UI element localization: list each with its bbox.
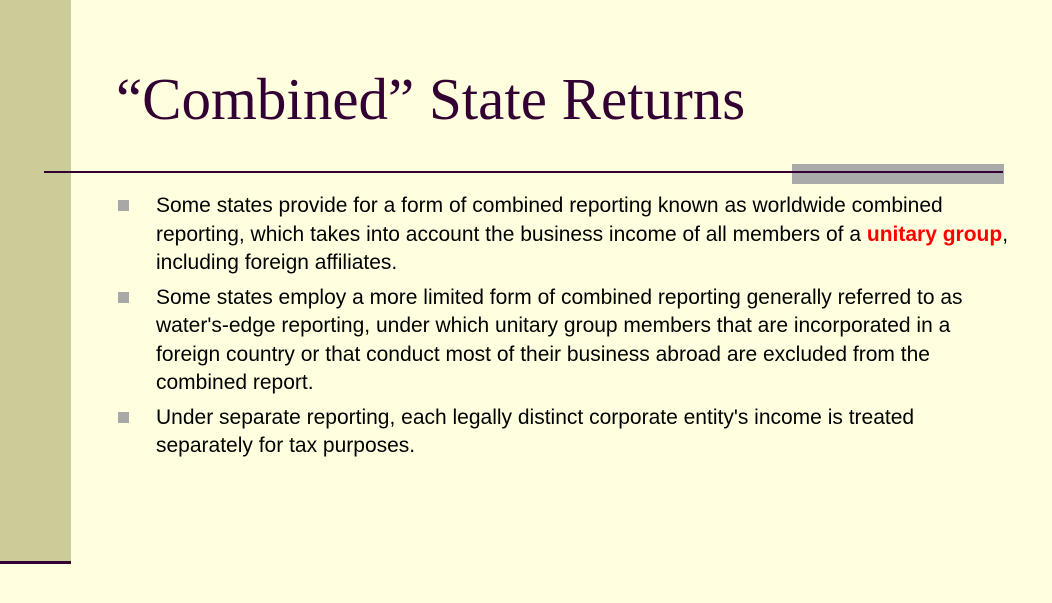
bullet-item-worldwide: [116, 192, 1016, 278]
bullet-text-before: Some states provide for a form of combined reporting known as worldwide combined reporting, which takes into account the business income of all members of a: [156, 194, 943, 246]
left-bar-bottom-rule: [0, 561, 71, 564]
unitary-group-highlight: unitary group: [866, 222, 1003, 246]
bullet-list: [116, 192, 1016, 467]
bullet-text: Some states employ a more limited form of combined reporting generally referred to as water's-edge reporting, under which unitary group members that are incorporated in a foreign country or that conduct most of their business abroad are excluded from the combined report.: [156, 285, 963, 394]
square-bullet-icon: [118, 292, 129, 303]
title-underline-rule: [44, 171, 1003, 173]
bullet-text-after: , including foreign affiliates.: [156, 222, 1009, 274]
title-accent-bar: [792, 164, 1004, 184]
left-decorative-bar: [0, 0, 71, 563]
square-bullet-icon: [118, 412, 129, 423]
bullet-text: Under separate reporting, each legally distinct corporate entity's income is treated separately for tax purposes.: [156, 405, 915, 457]
bullet-item-separate: [116, 404, 1016, 461]
square-bullet-icon: [118, 200, 129, 211]
bullet-item-waters-edge: [116, 284, 1016, 398]
slide-title: “Combined” State Returns: [116, 66, 746, 132]
